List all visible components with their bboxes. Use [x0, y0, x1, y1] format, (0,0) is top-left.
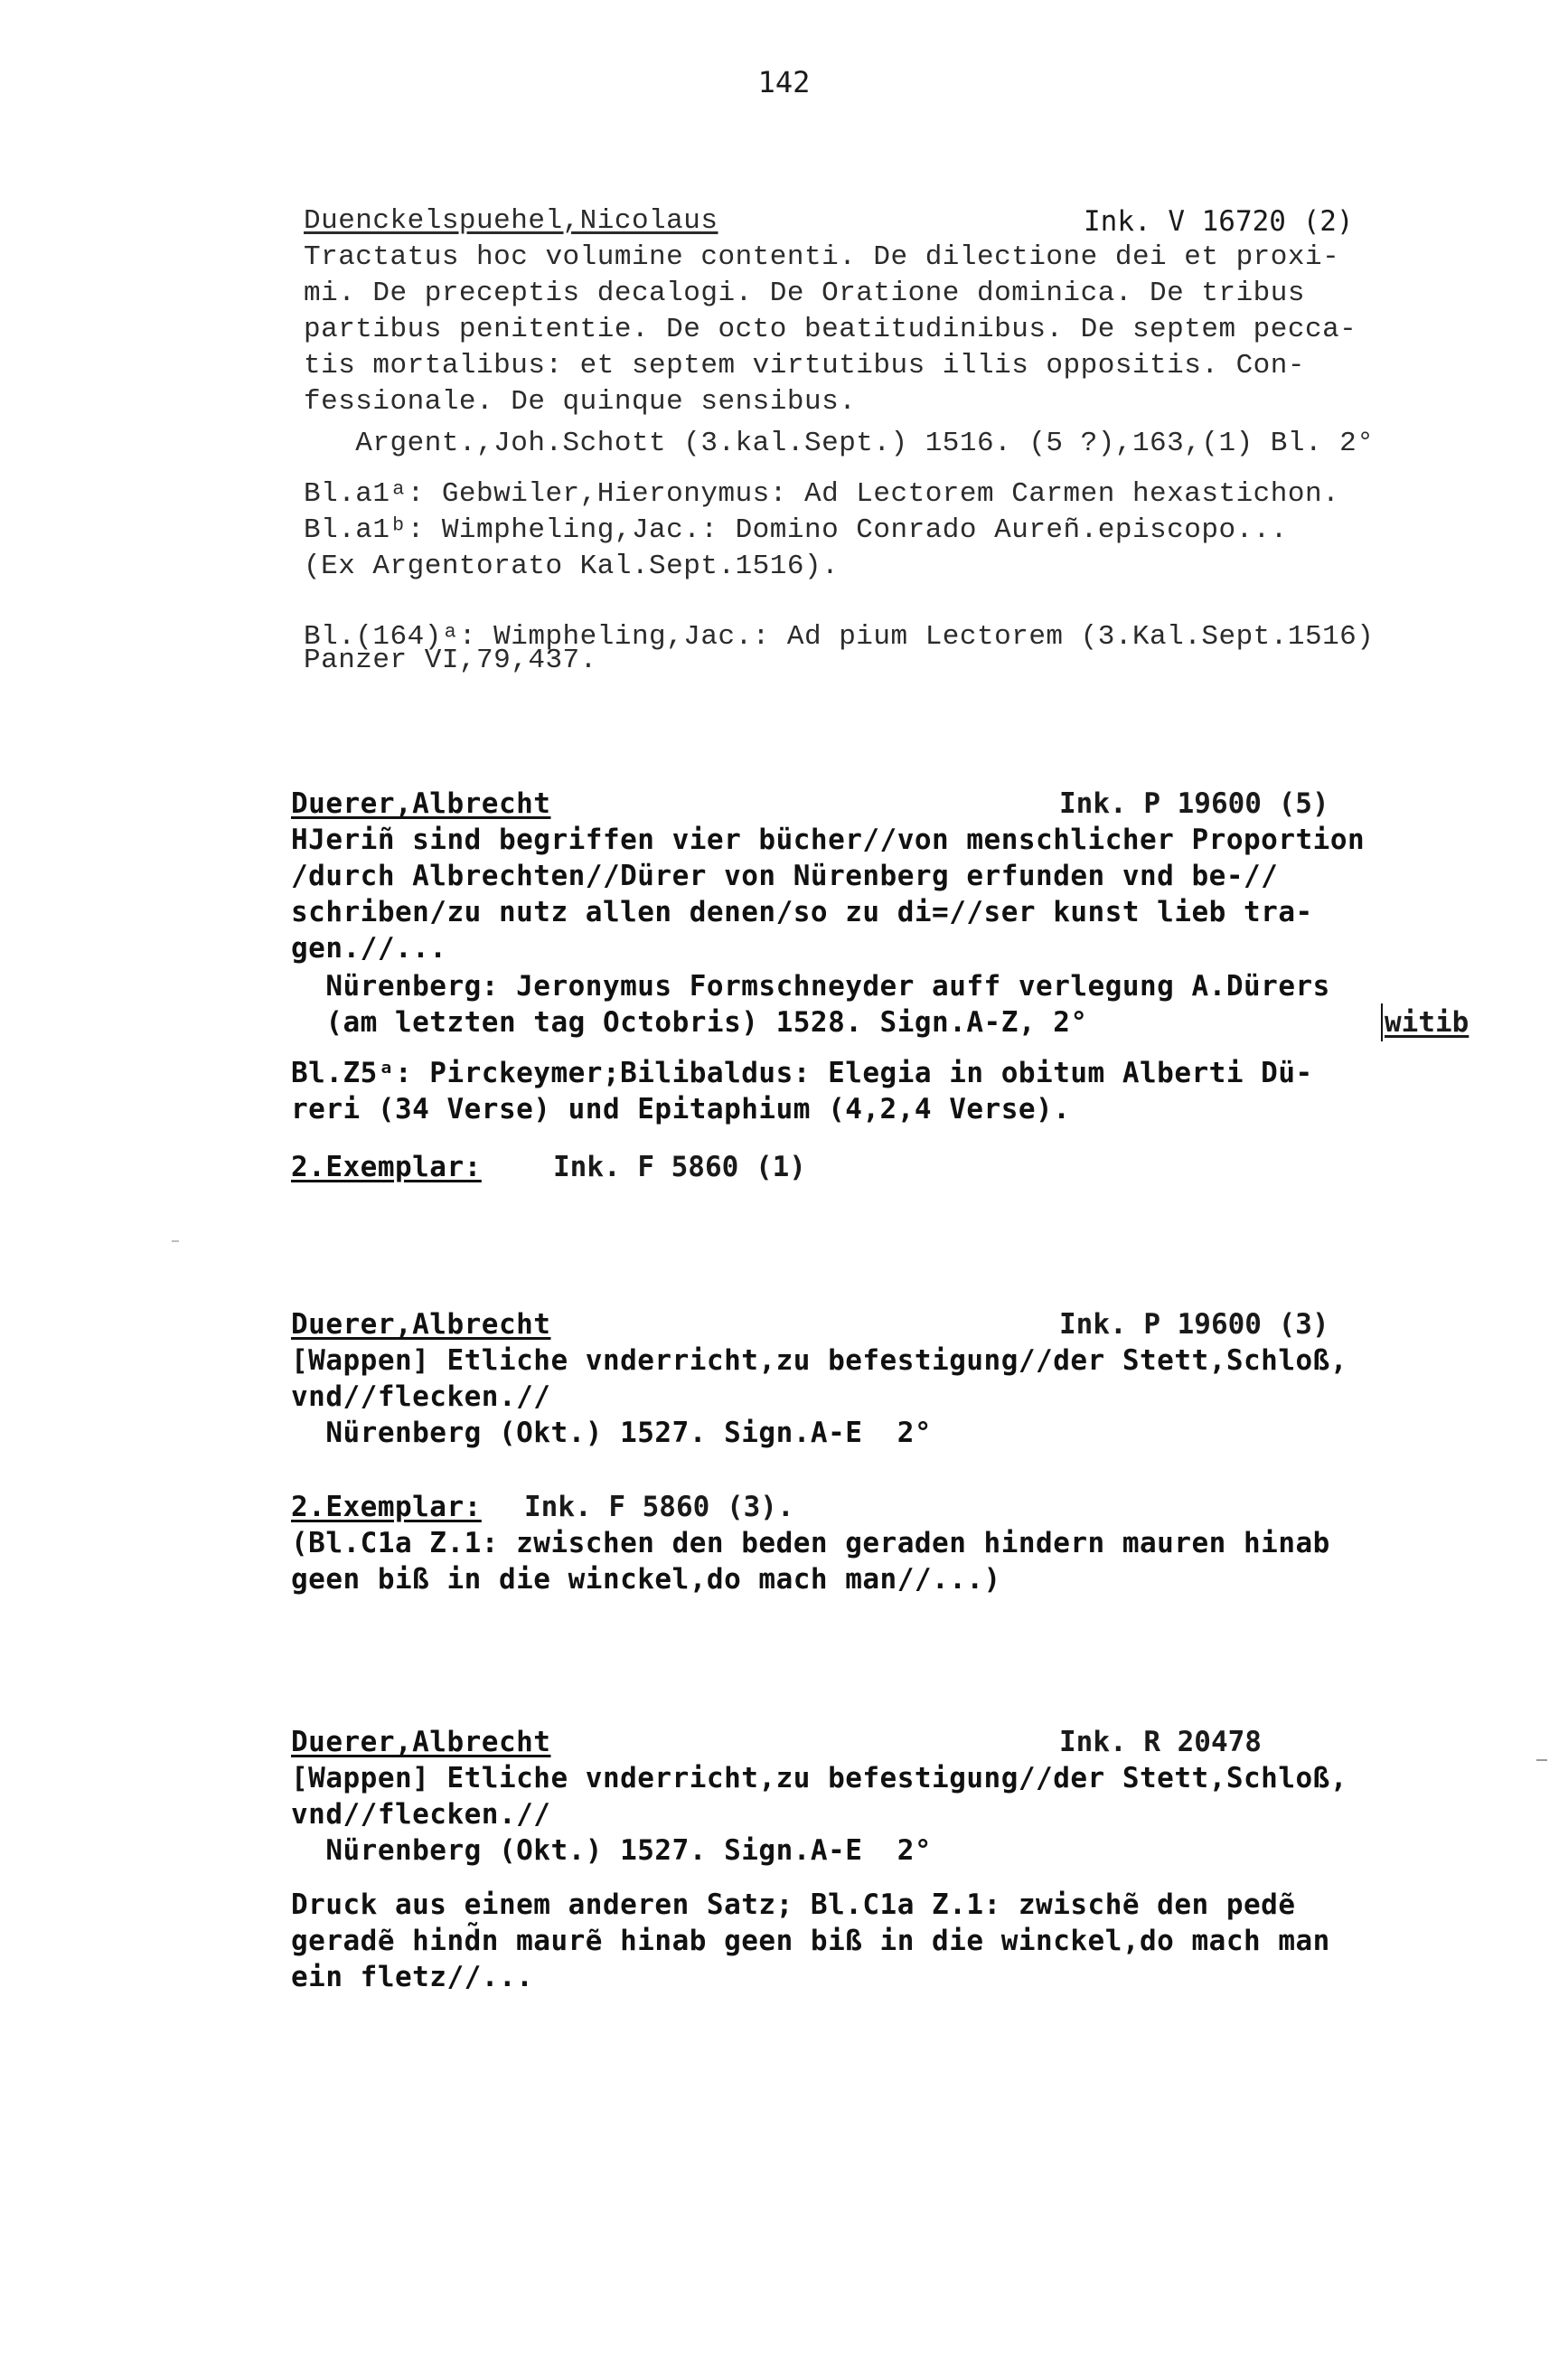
text-line: gen.//... — [291, 932, 447, 965]
text-line: fessionale. De quinque sensibus. — [304, 386, 857, 418]
imprint-line: Nürenberg: Jeronymus Formschneyder auff verlegung A.Dürers — [291, 970, 1330, 1003]
entry-author: Duerer,Albrecht — [291, 1726, 551, 1758]
note-line: geradẽ hind̃n maurẽ hinab geen biß in die winckel,do mach man — [291, 1925, 1330, 1957]
imprint-line: (am letzten tag Octobris) 1528. Sign.A-Z, 2° — [291, 1006, 1088, 1039]
text-line: Tractatus hoc volumine contenti. De dilectione dei et proxi- — [304, 241, 1340, 273]
text-line: [Wappen] Etliche vnderricht,zu befestigung//der Stett,Schloß, — [291, 1762, 1347, 1794]
text-line: mi. De preceptis decalogi. De Oratione dominica. De tribus — [304, 278, 1305, 309]
entry-shelfmark: Ink. V 16720 (2) — [1084, 205, 1354, 238]
note-line: (Bl.C1a Z.1: zwischen den beden geraden hindern mauren hinab — [291, 1527, 1330, 1559]
text-line: (Ex Argentorato Kal.Sept.1516). — [304, 551, 840, 582]
entry-author: Duerer,Albrecht — [291, 787, 551, 820]
text-line: /durch Albrechten//Dürer von Nürenberg erfunden vnd be-// — [291, 860, 1279, 892]
note-line: Druck aus einem anderen Satz; Bl.C1a Z.1: zwischẽ den pedẽ — [291, 1888, 1296, 1921]
text-line: Bl.a1ᵇ: Wimpheling,Jac.: Domino Conrado Aureñ.episcopo... — [304, 514, 1288, 546]
exemplar-shelfmark: Ink. F 5860 (3). — [524, 1491, 794, 1523]
entry-shelfmark: Ink. R 20478 — [1059, 1726, 1262, 1758]
entry-shelfmark: Ink. P 19600 (5) — [1059, 787, 1329, 820]
text-line: HJeriñ sind begriffen vier bücher//von menschlicher Proportion — [291, 824, 1366, 856]
text-line: partibus penitentie. De octo beatitudinibus. De septem pecca- — [304, 314, 1357, 345]
text-line: Bl.(164)ᵃ: Wimpheling,Jac.: Ad pium Lectorem (3.Kal.Sept.1516) — [304, 621, 1375, 653]
scan-artifact — [1536, 1759, 1547, 1761]
imprint-line: Argent.,Joh.Schott (3.kal.Sept.) 1516. (5 ?),163,(1) Bl. 2° — [304, 428, 1375, 459]
reference-line: Panzer VI,79,437. — [304, 645, 597, 676]
note-line: geen biß in die winckel,do mach man//...) — [291, 1563, 1001, 1596]
text-line: vnd//flecken.// — [291, 1798, 551, 1831]
text-line: [Wappen] Etliche vnderricht,zu befestigung//der Stett,Schloß, — [291, 1344, 1347, 1377]
note-line: ein fletz//... — [291, 1961, 534, 1993]
text-line: tis mortalibus: et septem virtutibus illis oppositis. Con- — [304, 350, 1305, 381]
imprint-line: Nürenberg (Okt.) 1527. Sign.A-E 2° — [291, 1417, 933, 1449]
text-line: vnd//flecken.// — [291, 1380, 551, 1413]
entry-author: Duerer,Albrecht — [291, 1308, 551, 1341]
page-number: 142 — [757, 65, 811, 99]
imprint-line: Nürenberg (Okt.) 1527. Sign.A-E 2° — [291, 1834, 933, 1867]
text-line: Bl.a1ᵃ: Gebwiler,Hieronymus: Ad Lectorem Carmen hexastichon. — [304, 478, 1340, 510]
margin-note: witib — [1381, 1003, 1469, 1041]
exemplar-label: 2.Exemplar: — [291, 1151, 482, 1183]
exemplar-shelfmark: Ink. F 5860 (1) — [553, 1151, 806, 1183]
text-line: schriben/zu nutz allen denen/so zu di=//ser kunst lieb tra- — [291, 896, 1313, 928]
entry-author: Duenckelspuehel,Nicolaus — [304, 205, 718, 237]
scan-artifact — [172, 1240, 179, 1242]
text-line: reri (34 Verse) und Epitaphium (4,2,4 Verse). — [291, 1093, 1071, 1125]
exemplar-label: 2.Exemplar: — [291, 1491, 482, 1523]
text-line: Bl.Z5ᵃ: Pirckeymer;Bilibaldus: Elegia in obitum Alberti Dü- — [291, 1057, 1313, 1089]
entry-shelfmark: Ink. P 19600 (3) — [1059, 1308, 1329, 1341]
